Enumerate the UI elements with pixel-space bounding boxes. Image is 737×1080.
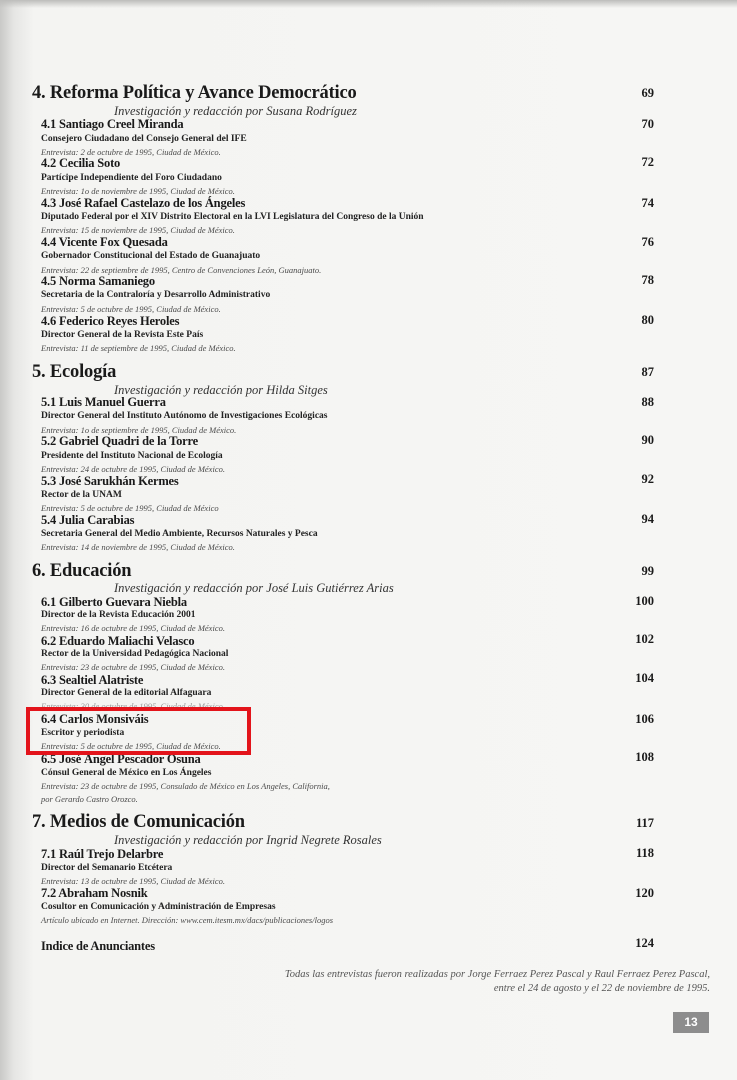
entry-name-7-1: 7.1 Raúl Trejo Delarbre [41, 847, 164, 861]
index-label: Indice de Anunciantes [41, 939, 155, 953]
entry-page-4-2: 72 [641, 155, 654, 169]
entry-role-6-2: Rector de la Universidad Pedagógica Nacional [41, 649, 229, 659]
page-folio-badge: 13 [673, 1012, 709, 1033]
entry-role-5-1: Director General del Instituto Autónomo de Investigaciones Ecológicas [41, 411, 328, 421]
entry-name-4-6: 4.6 Federico Reyes Heroles [41, 314, 180, 328]
entry-name-6-5: 6.5 José Ángel Pescador Osuna [41, 752, 201, 766]
entry-page-4-4: 76 [641, 235, 654, 249]
entry-note-5-2: Entrevista: 24 de octubre de 1995, Ciudad de México. [41, 464, 225, 474]
entry-role-6-1: Director de la Revista Educación 2001 [41, 610, 196, 620]
entry-note-4-5: Entrevista: 5 de octubre de 1995, Ciudad de México. [41, 304, 221, 314]
entry-role-4-4: Gobernador Constitucional del Estado de Guanajuato [41, 251, 261, 261]
entry-page-7-2: 120 [635, 886, 654, 900]
highlight-box [26, 707, 251, 755]
entry-page-4-5: 78 [641, 273, 654, 287]
entry-role-5-4: Secretaria General del Medio Ambiente, Recursos Naturales y Pesca [41, 529, 318, 539]
entry-page-4-1: 70 [641, 117, 654, 131]
entry-role-5-3: Rector de la UNAM [41, 490, 122, 500]
entry-page-5-3: 92 [641, 472, 654, 486]
section-byline-6: Investigación y redacción por José Luis Gutiérrez Arias [114, 581, 394, 595]
section-page-5: 87 [641, 365, 654, 379]
entry-role-6-4: Escritor y periodista [41, 728, 125, 738]
entry-note-7-1: Entrevista: 13 de octubre de 1995, Ciudad de México. [41, 876, 225, 886]
entry-note-4-2: Entrevista: 1o de noviembre de 1995, Ciudad de México. [41, 186, 235, 196]
entry-note-6-1: Entrevista: 16 de octubre de 1995, Ciudad de México. [41, 623, 225, 633]
entry-note-4-3: Entrevista: 15 de noviembre de 1995, Ciudad de México. [41, 225, 235, 235]
section-title-4: 4. Reforma Política y Avance Democrático [32, 83, 357, 103]
entry-role-4-5: Secretaria de la Contraloría y Desarrollo Administrativo [41, 290, 271, 300]
entry-note-4-6: Entrevista: 11 de septiembre de 1995, Ciudad de México. [41, 343, 236, 353]
credits-line-2: entre el 24 de agosto y el 22 de noviembre de 1995. [493, 983, 710, 994]
index-page: 124 [635, 936, 654, 950]
entry-page-5-2: 90 [641, 433, 654, 447]
entry-note-6-3: Entrevista: 30 de octubre de 1995, Ciudad de México. [41, 701, 225, 711]
entry-page-5-4: 94 [641, 512, 654, 526]
entry-role-6-5: Cónsul General de México en Los Ángeles [41, 768, 212, 778]
entry-page-6-2: 102 [635, 632, 654, 646]
entry-name-5-1: 5.1 Luis Manuel Guerra [41, 395, 166, 409]
entry-name-6-1: 6.1 Gilberto Guevara Niebla [41, 595, 187, 609]
section-page-4: 69 [641, 86, 654, 100]
entry-page-5-1: 88 [641, 395, 654, 409]
entry-role-7-1: Director del Semanario Etcétera [41, 863, 173, 873]
entry-name-4-5: 4.5 Norma Samaniego [41, 274, 155, 288]
section-title-5: 5. Ecología [32, 362, 117, 382]
entry-name-5-4: 5.4 Julia Carabias [41, 513, 135, 527]
entry-role-7-2: Cosultor en Comunicación y Administración de Empresas [41, 902, 276, 912]
entry-note-6-2: Entrevista: 23 de octubre de 1995, Ciudad de México. [41, 662, 225, 672]
entry-name-7-2: 7.2 Abraham Nosnik [41, 886, 148, 900]
entry-name-4-3: 4.3 José Rafael Castelazo de los Ángeles [41, 196, 246, 210]
entry-name-4-1: 4.1 Santiago Creel Miranda [41, 117, 184, 131]
entry-name-6-4: 6.4 Carlos Monsiváis [41, 712, 149, 726]
section-page-7: 117 [635, 816, 654, 830]
entry-name-5-3: 5.3 José Sarukhán Kermes [41, 474, 179, 488]
entry-note-5-3: Entrevista: 5 de octubre de 1995, Ciudad de México [41, 503, 219, 513]
entry-note-6-5-cont: por Gerardo Castro Orozco. [41, 794, 138, 804]
entry-page-7-1: 118 [635, 846, 654, 860]
entry-role-4-3: Diputado Federal por el XIV Distrito Electoral en la LVI Legislatura del Congreso de la Unión [41, 212, 424, 222]
entry-page-4-3: 74 [641, 196, 654, 210]
section-title-7: 7. Medios de Comunicación [32, 812, 245, 832]
entry-role-6-3: Director General de la editorial Alfaguara [41, 688, 212, 698]
entry-note-6-5: Entrevista: 23 de octubre de 1995, Consulado de México en Los Angeles, California, [41, 781, 330, 791]
entry-name-4-4: 4.4 Vicente Fox Quesada [41, 235, 168, 249]
entry-role-4-6: Director General de la Revista Este País [41, 330, 204, 340]
entry-role-5-2: Presidente del Instituto Nacional de Ecología [41, 451, 223, 461]
entry-page-4-6: 80 [641, 313, 654, 327]
entry-name-4-2: 4.2 Cecilia Soto [41, 156, 121, 170]
entry-page-6-1: 100 [635, 594, 654, 608]
entry-name-6-3: 6.3 Sealtiel Alatriste [41, 673, 144, 687]
entry-note-5-4: Entrevista: 14 de noviembre de 1995, Ciudad de México. [41, 542, 235, 552]
entry-note-4-4: Entrevista: 22 de septiembre de 1995, Centro de Convenciones León, Guanajuato. [41, 265, 322, 275]
entry-note-7-2: Artículo ubicado en Internet. Dirección: www.cem.itesm.mx/dacs/publicaciones/logos [41, 915, 334, 925]
section-byline-7: Investigación y redacción por Ingrid Negrete Rosales [114, 833, 382, 847]
entry-note-6-4: Entrevista: 5 de octubre de 1995, Ciudad de México. [41, 741, 221, 751]
entry-role-4-1: Consejero Ciudadano del Consejo General del IFE [41, 134, 247, 144]
entry-name-5-2: 5.2 Gabriel Quadri de la Torre [41, 434, 198, 448]
credits-note [200, 968, 710, 996]
section-byline-5: Investigación y redacción por Hilda Sitges [114, 383, 328, 397]
entry-page-6-5: 108 [635, 750, 654, 764]
section-page-6: 99 [641, 564, 654, 578]
entry-page-6-4: 106 [635, 712, 654, 726]
section-title-6: 6. Educación [32, 561, 132, 581]
entry-page-6-3: 104 [635, 671, 654, 685]
credits-line-1: Todas las entrevistas fueron realizadas por Jorge Ferraez Perez Pascal y Raul Ferraez Perez Pascal, [284, 969, 710, 980]
entry-role-4-2: Partícipe Independiente del Foro Ciudadano [41, 173, 222, 183]
entry-name-6-2: 6.2 Eduardo Maliachi Velasco [41, 634, 195, 648]
entry-note-4-1: Entrevista: 2 de octubre de 1995, Ciudad de México. [41, 147, 221, 157]
entry-note-5-1: Entrevista: 1o de septiembre de 1995, Ciudad de México. [41, 425, 237, 435]
section-byline-4: Investigación y redacción por Susana Rodríguez [114, 104, 357, 118]
